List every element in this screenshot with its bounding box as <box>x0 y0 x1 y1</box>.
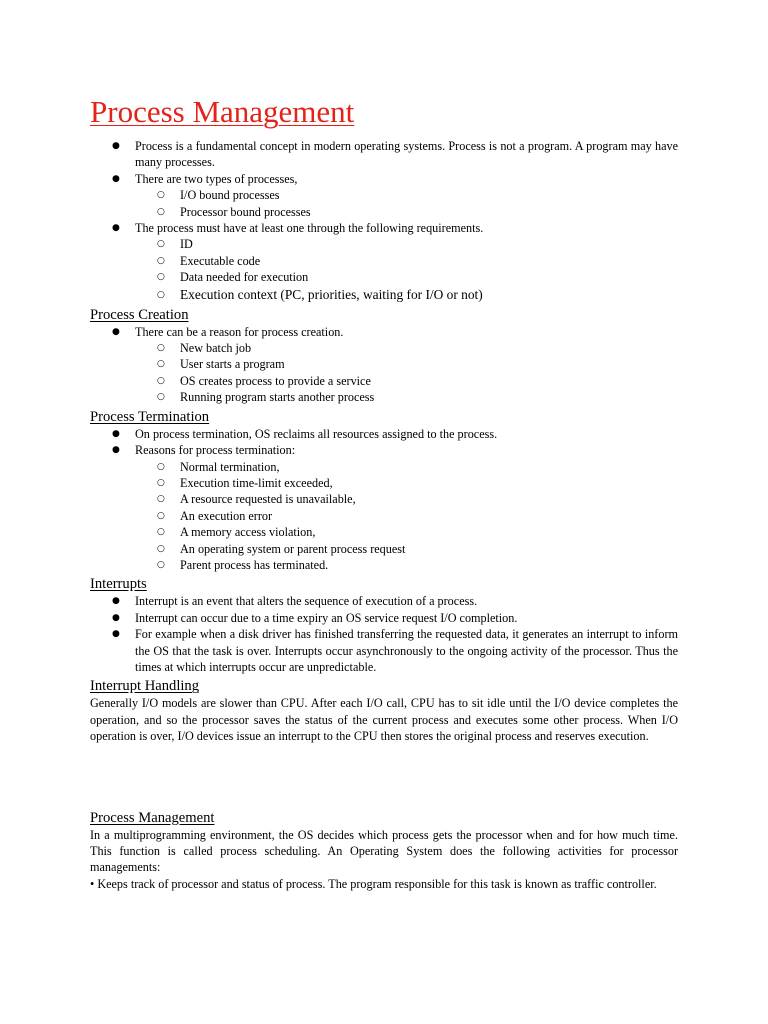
interrupts-list <box>90 593 678 675</box>
sub-list-item: ○ Executable code <box>90 253 678 269</box>
document-page <box>90 92 678 892</box>
creation-list <box>90 324 678 406</box>
section-heading-creation: Process Creation <box>90 306 189 323</box>
intro-list <box>90 138 678 304</box>
section-heading-termination: Process Termination <box>90 408 210 425</box>
list-item <box>90 138 678 171</box>
list-item: ● Interrupt is an event that alters the sequence of execution of a process. <box>90 593 678 609</box>
list-item: ● On process termination, OS reclaims all resources assigned to the process. <box>90 426 678 442</box>
sub-list-item: ○ Execution context (PC, priorities, waiting for I/O or not) <box>90 286 678 304</box>
paragraph-process-management: In a multiprogramming environment, the OS decides which process gets the processor when and for how much time. This function is called process scheduling. An Operating System does the following activities for processor managements: <box>90 827 678 875</box>
sub-list-item: ○ An execution error <box>90 508 678 524</box>
list-item: ● For example when a disk driver has finished transferring the requested data, it generates an interrupt to inform the OS that the task is over. Interrupts occur asynchronously to the ongoing activity of the processor. Thus the times at which interrupts occur are unpredictable. <box>90 626 678 675</box>
list-item <box>90 442 678 573</box>
list-item-text: Process is a fundamental concept in modern operating systems. Process is not a program. A program may have many processes. <box>135 139 678 170</box>
sub-list-item: ○ User starts a program <box>90 356 678 372</box>
paragraph-interrupt-handling: Generally I/O models are slower than CPU. After each I/O call, CPU has to sit idle until the I/O device completes the operation, and so the processor saves the status of the current process and executes some other process. When I/O operation is over, I/O devices issue an interrupt to the CPU then stores the original process and reserves execution. <box>90 696 678 744</box>
sub-list-item: ○ A memory access violation, <box>90 524 678 540</box>
list-item-text: There can be a reason for process creation. <box>135 324 344 339</box>
list-item <box>90 171 678 220</box>
sub-list-item: ○ An operating system or parent process request <box>90 541 678 557</box>
section-heading-interrupt-handling: Interrupt Handling <box>90 678 200 695</box>
sub-list-item: ○ Execution time-limit exceeded, <box>90 475 678 491</box>
list-item-text: There are two types of processes, <box>135 171 298 186</box>
list-item <box>90 220 678 304</box>
section-heading-interrupts: Interrupts <box>90 576 147 593</box>
sub-list-item: ○ Running program starts another process <box>90 389 678 405</box>
sub-list-item: ○ Processor bound processes <box>90 204 678 220</box>
section-heading-process-management: Process Management <box>90 809 215 826</box>
list-item-text: The process must have at least one through the following requirements. <box>135 221 484 236</box>
sub-list-item: ○ New batch job <box>90 340 678 356</box>
list-item: ● Interrupt can occur due to a time expiry an OS service request I/O completion. <box>90 610 678 626</box>
list-item <box>90 324 678 406</box>
sub-list-item: ○ Data needed for execution <box>90 269 678 285</box>
sub-list-item: ○ Parent process has terminated. <box>90 557 678 573</box>
sub-list <box>135 459 678 574</box>
sub-list <box>135 236 678 303</box>
list-item-text: Reasons for process termination: <box>135 443 296 458</box>
sub-list-item: ○ OS creates process to provide a service <box>90 373 678 389</box>
sub-list-item: ○ I/O bound processes <box>90 187 678 203</box>
sub-list <box>135 187 678 220</box>
sub-list-item: ○ A resource requested is unavailable, <box>90 491 678 507</box>
page-title: Process Management <box>90 94 355 129</box>
sub-list <box>135 340 678 406</box>
sub-list-item: ○ ID <box>90 236 678 252</box>
sub-list-item: ○ Normal termination, <box>90 459 678 475</box>
termination-list <box>90 426 678 574</box>
paragraph-traffic-controller: • Keeps track of processor and status of process. The program responsible for this task is known as traffic controller. <box>90 876 657 891</box>
